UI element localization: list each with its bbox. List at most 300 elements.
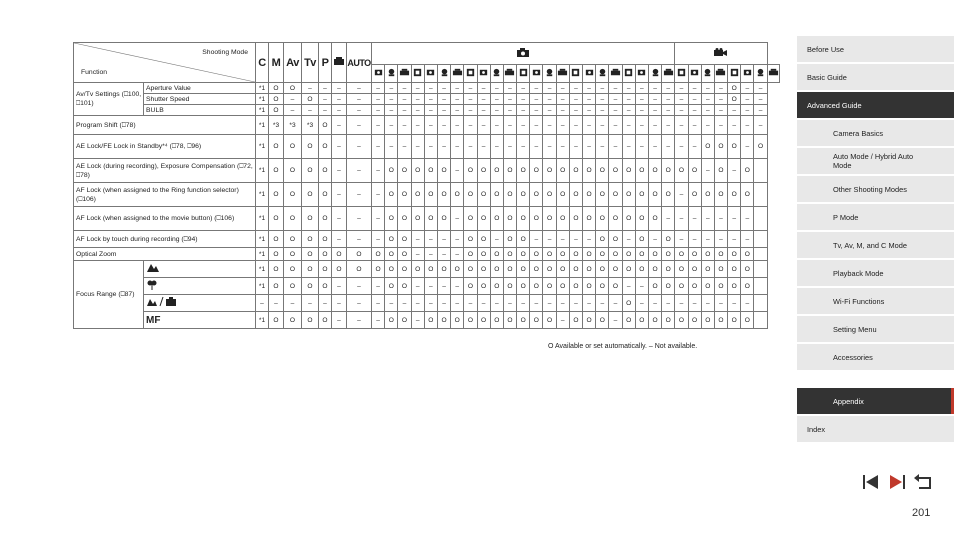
table-cell: O: [398, 159, 411, 183]
table-cell: O: [622, 207, 635, 231]
table-cell: O: [530, 261, 543, 278]
table-cell: –: [385, 83, 398, 94]
table-header-corner: [74, 43, 256, 83]
table-cell: –: [451, 248, 464, 261]
table-cell: –: [556, 231, 569, 248]
table-cell: –: [451, 159, 464, 183]
table-cell: O: [477, 261, 490, 278]
table-cell: O: [347, 261, 372, 278]
table-cell: –: [385, 94, 398, 105]
table-cell: –: [372, 231, 385, 248]
table-cell: O: [583, 312, 596, 329]
scene-mode-icon-23: [662, 65, 675, 83]
table-cell: –: [372, 94, 385, 105]
table-cell: –: [556, 116, 569, 135]
sidebar-item-tv-av-m-and-c-mode[interactable]: [797, 232, 954, 258]
table-cell: –: [372, 135, 385, 159]
table-cell: –: [741, 105, 754, 116]
table-cell: –: [543, 83, 556, 94]
table-cell: O: [398, 248, 411, 261]
table-cell: –: [347, 105, 372, 116]
table-cell: O: [411, 159, 424, 183]
table-cell: O: [728, 278, 741, 295]
table-cell: –: [701, 116, 714, 135]
table-cell: –: [583, 135, 596, 159]
table-cell: [754, 207, 767, 231]
table-cell: O: [319, 278, 332, 295]
table-cell: O: [284, 231, 302, 248]
table-cell: –: [556, 312, 569, 329]
table-cell: O: [583, 207, 596, 231]
table-cell: –: [648, 231, 661, 248]
table-cell: O: [437, 207, 450, 231]
table-cell: –: [609, 105, 622, 116]
table-cell: O: [302, 248, 319, 261]
table-cell: O: [284, 207, 302, 231]
table-cell: O: [464, 183, 477, 207]
table-cell: –: [635, 94, 648, 105]
table-cell: –: [688, 295, 701, 312]
table-cell: O: [269, 231, 284, 248]
table-cell: O: [635, 312, 648, 329]
table-cell: O: [675, 248, 688, 261]
table-cell: [754, 183, 767, 207]
table-cell: O: [319, 248, 332, 261]
table-cell: –: [332, 105, 347, 116]
table-cell: O: [319, 159, 332, 183]
table-cell: –: [319, 295, 332, 312]
table-cell: –: [675, 231, 688, 248]
scene-mode-icon-9: [477, 65, 490, 83]
page-number: 201: [912, 507, 931, 519]
table-cell: –: [372, 83, 385, 94]
table-cell: –: [451, 207, 464, 231]
function-label: Av/Tv Settings (⎕100, ⎕101): [74, 83, 144, 116]
table-cell: O: [477, 159, 490, 183]
table-cell: O: [701, 312, 714, 329]
sidebar-item-wi-fi-functions[interactable]: [797, 288, 954, 314]
table-cell: –: [714, 231, 727, 248]
table-cell: –: [332, 207, 347, 231]
table-cell: –: [635, 295, 648, 312]
table-cell: O: [319, 116, 332, 135]
table-cell: –: [728, 159, 741, 183]
table-cell: O: [741, 159, 754, 183]
table-cell: –: [302, 295, 319, 312]
table-cell: O: [728, 261, 741, 278]
table-cell: O: [477, 231, 490, 248]
table-cell: O: [332, 248, 347, 261]
table-cell: –: [596, 83, 609, 94]
table-cell: –: [728, 231, 741, 248]
table-cell: O: [477, 278, 490, 295]
mode-header-4: Tv: [302, 43, 319, 83]
table-cell: –: [437, 248, 450, 261]
shooting-mode-label: Shooting Mode: [202, 49, 248, 56]
table-cell: O: [490, 312, 503, 329]
table-cell: –: [437, 116, 450, 135]
sidebar-item-appendix[interactable]: [797, 388, 954, 414]
table-cell: O: [543, 207, 556, 231]
table-cell: O: [622, 261, 635, 278]
table-row: [74, 248, 780, 261]
table-cell: O: [543, 159, 556, 183]
table-cell: O: [269, 183, 284, 207]
table-cell: O: [451, 261, 464, 278]
table-cell: –: [714, 105, 727, 116]
table-cell: O: [728, 248, 741, 261]
table-cell: O: [569, 183, 582, 207]
table-cell: O: [688, 278, 701, 295]
table-cell: O: [269, 248, 284, 261]
table-cell: –: [596, 135, 609, 159]
table-cell: O: [688, 159, 701, 183]
sidebar-item-accessories[interactable]: [797, 344, 954, 370]
table-cell: O: [302, 207, 319, 231]
table-cell: O: [284, 159, 302, 183]
sidebar-item-advanced-guide[interactable]: [797, 92, 954, 118]
table-cell: –: [503, 94, 516, 105]
sidebar-item-setting-menu[interactable]: [797, 316, 954, 342]
still-camera-icon: [372, 43, 675, 65]
table-cell: –: [530, 83, 543, 94]
table-cell: O: [530, 312, 543, 329]
table-cell: O: [662, 248, 675, 261]
table-cell: –: [411, 248, 424, 261]
table-cell: O: [269, 83, 284, 94]
table-cell: –: [688, 231, 701, 248]
table-cell: O: [675, 159, 688, 183]
table-cell: –: [477, 116, 490, 135]
table-cell: –: [347, 159, 372, 183]
scene-mode-icon-30: [754, 65, 767, 83]
table-cell: –: [622, 135, 635, 159]
scene-mode-icon-27: [714, 65, 727, 83]
table-cell: –: [284, 105, 302, 116]
table-cell: O: [596, 278, 609, 295]
table-cell: –: [648, 105, 661, 116]
table-cell: –: [490, 231, 503, 248]
sidebar: [797, 36, 954, 444]
table-cell: O: [701, 183, 714, 207]
table-cell: [754, 312, 767, 329]
scene-mode-icon-28: [728, 65, 741, 83]
sidebar-item-index[interactable]: [797, 416, 954, 442]
table-cell: O: [503, 261, 516, 278]
sidebar-item-p-mode[interactable]: [797, 204, 954, 230]
table-row: [74, 83, 780, 94]
table-cell: –: [451, 116, 464, 135]
table-cell: –: [675, 105, 688, 116]
table-cell: –: [530, 135, 543, 159]
next-page-icon[interactable]: [886, 472, 908, 492]
table-cell: –: [347, 83, 372, 94]
table-cell: *1: [256, 159, 269, 183]
table-cell: O: [662, 159, 675, 183]
table-cell: O: [372, 261, 385, 278]
table-cell: –: [477, 295, 490, 312]
table-cell: O: [464, 159, 477, 183]
table-cell: –: [424, 278, 437, 295]
scene-mode-icon-7: [451, 65, 464, 83]
table-cell: –: [569, 94, 582, 105]
table-cell: O: [543, 278, 556, 295]
table-cell: –: [437, 295, 450, 312]
sidebar-item-camera-basics[interactable]: [797, 120, 954, 146]
table-cell: O: [319, 207, 332, 231]
sidebar-item-label: Wi-Fi Functions: [833, 296, 885, 306]
table-cell: O: [583, 183, 596, 207]
table-cell: O: [503, 207, 516, 231]
scene-mode-icon-8: [464, 65, 477, 83]
table-cell: –: [398, 116, 411, 135]
table-cell: O: [662, 312, 675, 329]
table-cell: O: [284, 183, 302, 207]
table-row: [74, 135, 780, 159]
sidebar-item-label: Auto Mode / Hybrid Auto Mode: [833, 152, 914, 170]
table-cell: O: [530, 207, 543, 231]
table-cell: –: [503, 135, 516, 159]
sidebar-item-before-use[interactable]: [797, 36, 954, 62]
table-cell: O: [490, 159, 503, 183]
table-cell: O: [688, 261, 701, 278]
table-cell: –: [609, 295, 622, 312]
table-cell: –: [675, 183, 688, 207]
table-cell: –: [256, 295, 269, 312]
page-navigation: [860, 472, 934, 492]
table-cell: O: [648, 312, 661, 329]
table-cell: –: [451, 83, 464, 94]
table-cell: –: [543, 231, 556, 248]
table-cell: –: [424, 116, 437, 135]
table-cell: –: [741, 116, 754, 135]
table-cell: O: [437, 261, 450, 278]
scene-mode-icon-12: [517, 65, 530, 83]
table-row: [74, 261, 780, 278]
table-cell: O: [543, 183, 556, 207]
table-cell: –: [569, 295, 582, 312]
mode-header-5: P: [319, 43, 332, 83]
table-cell: –: [503, 116, 516, 135]
table-cell: O: [385, 231, 398, 248]
table-cell: –: [302, 83, 319, 94]
sub-function-label: Aperture Value: [144, 83, 256, 94]
table-cell: –: [648, 295, 661, 312]
table-cell: –: [583, 295, 596, 312]
table-cell: O: [609, 261, 622, 278]
table-cell: –: [543, 116, 556, 135]
table-cell: –: [284, 94, 302, 105]
table-cell: O: [635, 183, 648, 207]
table-cell: –: [622, 116, 635, 135]
table-cell: –: [569, 105, 582, 116]
scene-mode-icon-25: [688, 65, 701, 83]
table-cell: O: [675, 261, 688, 278]
table-cell: O: [728, 83, 741, 94]
return-icon[interactable]: [912, 472, 934, 492]
table-cell: O: [490, 261, 503, 278]
table-cell: –: [464, 83, 477, 94]
table-cell: O: [398, 183, 411, 207]
table-cell: –: [569, 231, 582, 248]
scene-mode-icon-22: [648, 65, 661, 83]
table-cell: O: [398, 261, 411, 278]
table-cell: –: [385, 116, 398, 135]
table-row: [74, 94, 780, 105]
table-cell: *1: [256, 183, 269, 207]
table-cell: –: [347, 94, 372, 105]
table-cell: –: [490, 83, 503, 94]
table-cell: –: [635, 278, 648, 295]
table-cell: –: [530, 105, 543, 116]
table-cell: –: [451, 135, 464, 159]
table-cell: –: [464, 116, 477, 135]
table-cell: –: [609, 94, 622, 105]
table-cell: *3: [269, 116, 284, 135]
table-cell: O: [648, 278, 661, 295]
table-cell: O: [701, 261, 714, 278]
table-cell: O: [503, 231, 516, 248]
table-cell: O: [302, 183, 319, 207]
table-cell: O: [385, 183, 398, 207]
table-cell: O: [530, 248, 543, 261]
table-cell: O: [569, 312, 582, 329]
sidebar-item-other-shooting-modes[interactable]: [797, 176, 954, 202]
table-cell: O: [385, 207, 398, 231]
table-cell: [754, 261, 767, 278]
table-cell: –: [701, 207, 714, 231]
table-cell: O: [569, 261, 582, 278]
sidebar-item-label: Accessories: [833, 352, 873, 362]
table-cell: –: [741, 94, 754, 105]
table-cell: O: [622, 159, 635, 183]
table-cell: –: [635, 83, 648, 94]
table-cell: O: [398, 231, 411, 248]
table-cell: O: [609, 231, 622, 248]
table-cell: O: [503, 183, 516, 207]
table-cell: O: [437, 159, 450, 183]
table-cell: –: [385, 135, 398, 159]
table-cell: –: [662, 295, 675, 312]
table-cell: O: [411, 261, 424, 278]
table-cell: O: [269, 94, 284, 105]
table-cell: O: [569, 248, 582, 261]
movie-camera-icon: [675, 43, 767, 65]
mode-header-3: Av: [284, 43, 302, 83]
sidebar-item-label: Tv, Av, M, and C Mode: [833, 240, 907, 250]
table-cell: –: [302, 105, 319, 116]
table-cell: [754, 231, 767, 248]
table-cell: O: [302, 261, 319, 278]
table-cell: O: [302, 135, 319, 159]
table-cell: O: [728, 312, 741, 329]
sidebar-item-auto-mode-hybrid-auto-mode[interactable]: [797, 148, 954, 174]
table-row: [74, 295, 780, 312]
landscape-macro-icon: [144, 261, 256, 278]
table-cell: [754, 248, 767, 261]
scene-mode-icon-4: [411, 65, 424, 83]
table-cell: –: [332, 116, 347, 135]
table-cell: O: [319, 135, 332, 159]
table-cell: –: [530, 116, 543, 135]
sidebar-item-label: P Mode: [833, 212, 859, 222]
sidebar-item-label: Setting Menu: [833, 324, 877, 334]
table-cell: O: [701, 278, 714, 295]
table-cell: O: [728, 135, 741, 159]
table-cell: –: [754, 94, 767, 105]
table-cell: O: [622, 295, 635, 312]
table-cell: –: [332, 183, 347, 207]
table-cell: O: [609, 207, 622, 231]
table-cell: O: [609, 248, 622, 261]
table-row: [74, 207, 780, 231]
previous-page-icon[interactable]: [860, 472, 882, 492]
table-cell: O: [596, 312, 609, 329]
table-cell: –: [530, 295, 543, 312]
scene-mode-icon-6: [437, 65, 450, 83]
table-cell: O: [451, 183, 464, 207]
table-cell: O: [596, 261, 609, 278]
table-cell: O: [609, 278, 622, 295]
table-cell: O: [675, 278, 688, 295]
table-cell: O: [385, 278, 398, 295]
table-cell: –: [662, 207, 675, 231]
table-cell: O: [530, 159, 543, 183]
table-cell: –: [741, 295, 754, 312]
table-cell: –: [596, 105, 609, 116]
table-cell: –: [543, 295, 556, 312]
table-cell: –: [372, 278, 385, 295]
table-cell: –: [714, 116, 727, 135]
table-cell: –: [596, 295, 609, 312]
table-cell: –: [437, 278, 450, 295]
table-cell: *3: [302, 116, 319, 135]
table-cell: O: [662, 278, 675, 295]
table-cell: O: [714, 312, 727, 329]
table-cell: O: [648, 207, 661, 231]
table-cell: –: [347, 135, 372, 159]
table-cell: O: [319, 231, 332, 248]
scene-mode-icon-19: [609, 65, 622, 83]
table-cell: O: [648, 159, 661, 183]
table-cell: –: [437, 83, 450, 94]
table-cell: O: [477, 207, 490, 231]
table-cell: –: [284, 295, 302, 312]
table-cell: O: [284, 83, 302, 94]
sidebar-item-playback-mode[interactable]: [797, 260, 954, 286]
table-cell: –: [490, 105, 503, 116]
table-cell: O: [675, 312, 688, 329]
table-cell: O: [635, 231, 648, 248]
table-cell: –: [347, 207, 372, 231]
table-cell: O: [556, 248, 569, 261]
table-cell: O: [543, 261, 556, 278]
table-cell: O: [556, 183, 569, 207]
table-cell: –: [411, 231, 424, 248]
table-cell: –: [411, 105, 424, 116]
table-cell: O: [332, 261, 347, 278]
table-cell: –: [372, 183, 385, 207]
sidebar-item-basic-guide[interactable]: [797, 64, 954, 90]
table-cell: –: [319, 94, 332, 105]
table-cell: –: [503, 105, 516, 116]
table-cell: O: [503, 312, 516, 329]
table-cell: –: [490, 116, 503, 135]
table-cell: –: [503, 295, 516, 312]
table-cell: –: [596, 116, 609, 135]
table-cell: O: [385, 248, 398, 261]
table-cell: –: [372, 105, 385, 116]
